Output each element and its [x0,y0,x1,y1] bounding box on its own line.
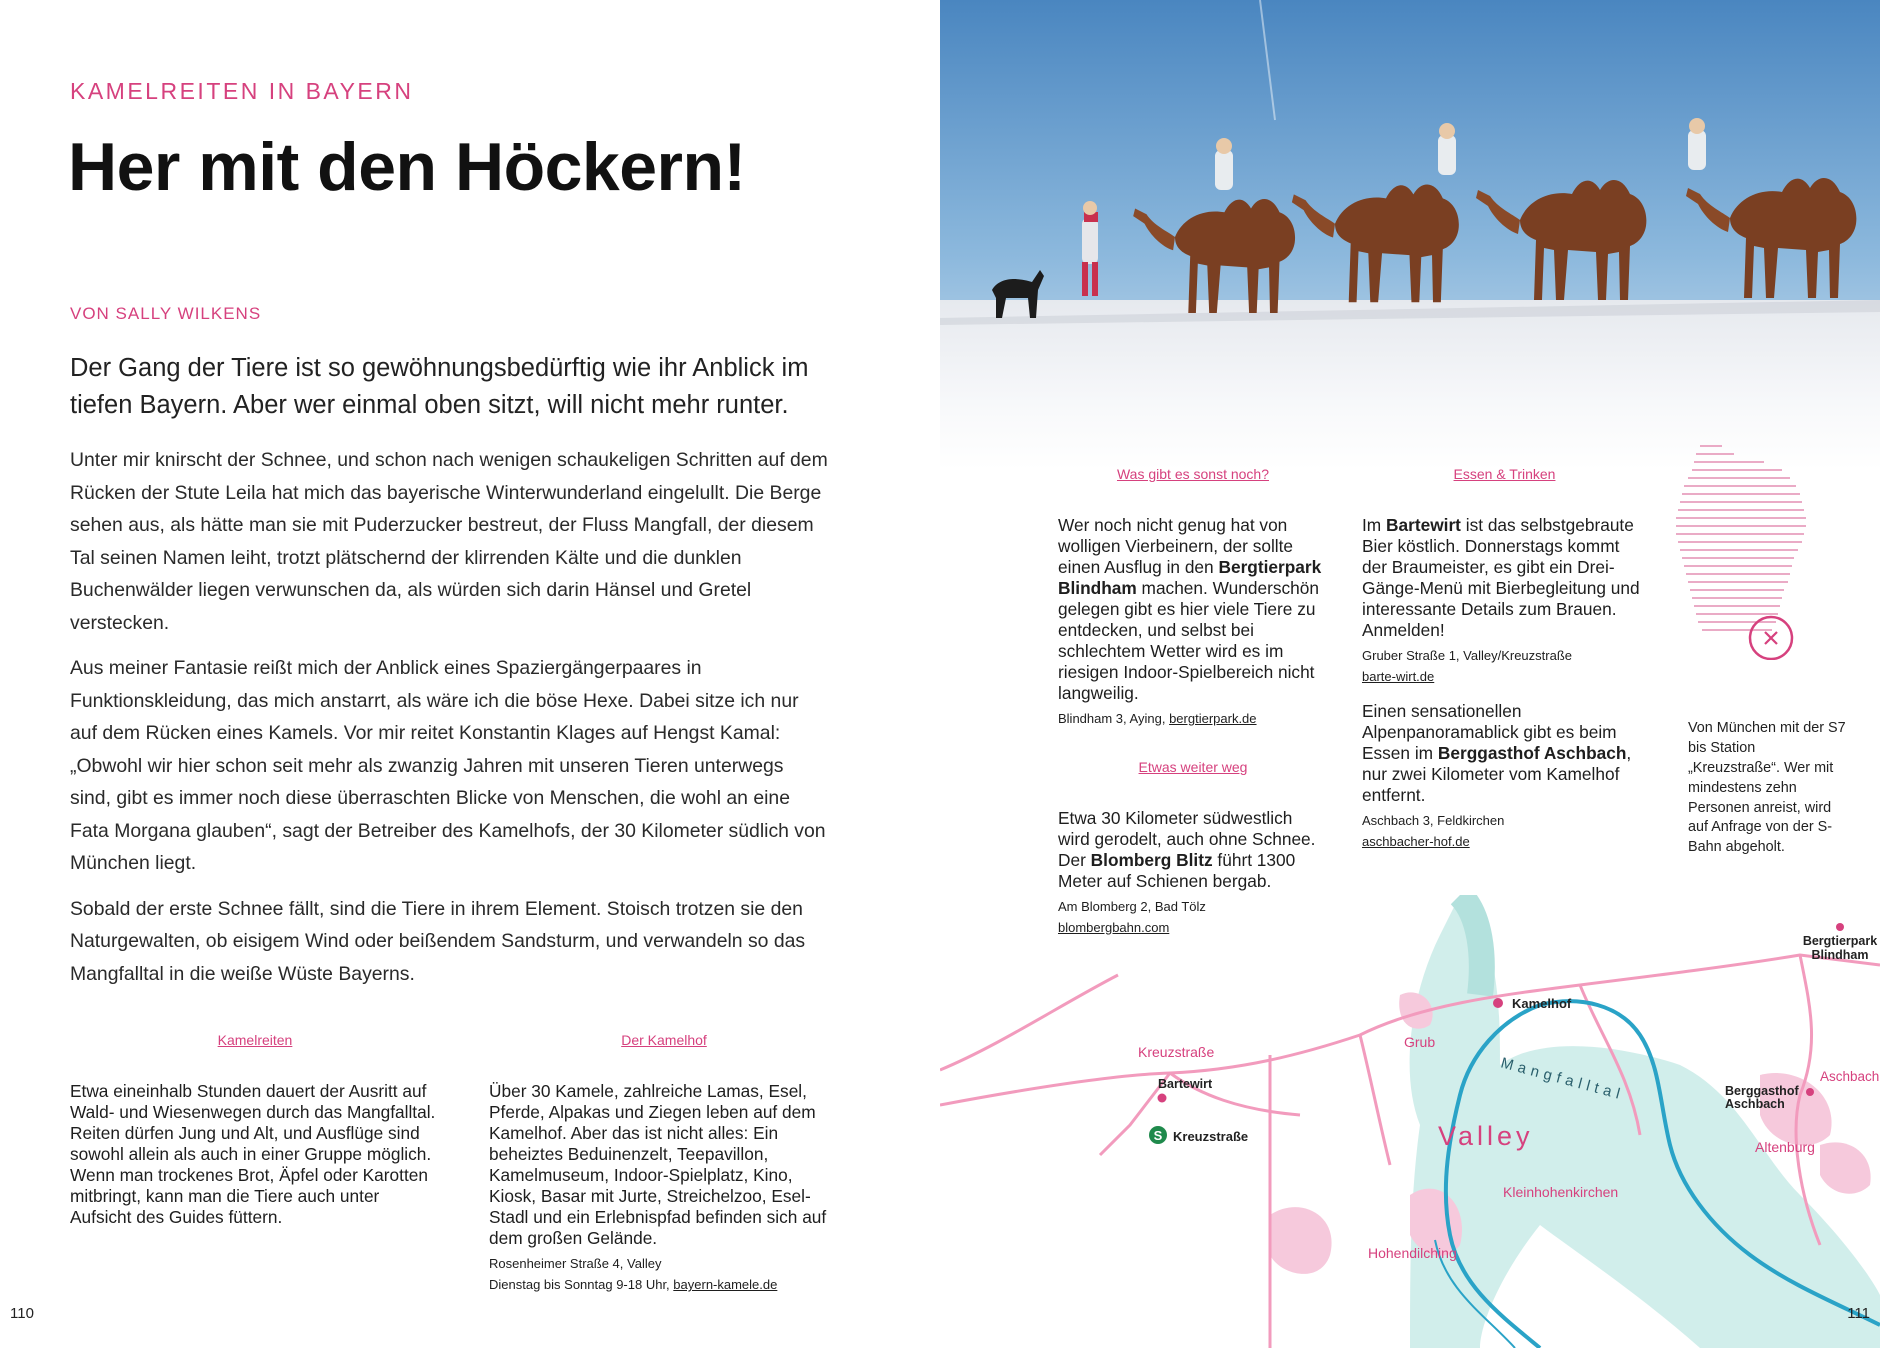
map-label: Berggasthof [1725,1084,1799,1098]
kamelhof-hours-line [489,1274,839,1295]
map-label: Valley [1438,1121,1534,1151]
info-box-heading: Was gibt es sonst noch? [1116,466,1269,482]
text-run: Im [1362,515,1382,535]
map-label: Bergtierpark [1802,934,1878,948]
info-box-heading: Etwas weiter weg [1138,759,1248,775]
text-run: ist das selbstgebraute Bier köstlich. Donnerstags kommt der Braumeister, es gibt ein Drei-Gänge-Menü mit Bierbegleitung und interessante Details zum Brauen. Anmelden! [1362,515,1640,640]
venue-address: Am Blomberg 2, Bad Tölz [1058,899,1206,914]
venue-link[interactable]: blombergbahn.com [1058,920,1170,935]
venue-address: Gruber Straße 1, Valley/Kreuzstraße [1362,648,1573,663]
article-title: Her mit den Höckern! [68,129,746,205]
map-label: Blindham [1811,948,1869,962]
text-run: , nur zwei Kilometer vom Kamelhof entfernt. [1362,743,1632,805]
article-body [70,444,828,1003]
info-box-text [1362,701,1647,806]
germany-locator-map [1672,440,1832,660]
venue-name: Berggasthof Aschbach [1437,743,1627,763]
article-author: VON SALLY WILKENS [70,304,262,323]
info-box-text [1058,515,1328,704]
map-label: Altenburg [1755,1139,1815,1155]
map-label: Kreuzstraße [1173,1129,1249,1144]
map-label: Aschbach [1820,1069,1880,1084]
map-label: Kreuzstraße [1138,1044,1215,1060]
map-label: Hohendilching [1368,1245,1457,1261]
venue-link[interactable]: aschbacher-hof.de [1362,834,1470,849]
text-run: führt 1300 Meter auf Schienen bergab. [1058,850,1296,891]
venue-address-line [1058,708,1328,729]
bergtierpark-pin-icon [1836,923,1844,931]
article-kicker: KAMELREITEN IN BAYERN [70,78,414,104]
info-box-heading: Der Kamelhof [621,1032,707,1048]
info-box-text [1058,808,1328,892]
kamelhof-hours: Dienstag bis Sonntag 9-18 Uhr, [489,1277,670,1292]
map-label: Grub [1404,1034,1436,1050]
body-paragraph: Unter mir knirscht der Schnee, und schon nach wenigen schaukeligen Schritten auf dem Rücken der Stute Leila hat mich das bayerische Winterwunderland eingelullt. Die Berge sehen aus, als hätte man sie mit Puderzucker bestreut, der Fluss Mangfall, der diesem Tal seinen Namen leiht, trotzt plätschernd der klirrenden Kälte und die dunklen Buchenwälder liegen verwunschen da, als würden sich darin Hänsel und Gretel verstecken. [70,449,828,634]
info-box-text: Über 30 Kamele, zahlreiche Lamas, Esel, Pferde, Alpakas und Ziegen leben auf dem Kamelhof. Aber das ist nicht alles: Ein beheiztes Beduinenzelt, Teepavillon, Kamelmuseum, Indoor-Spielplatz, Kino, Kiosk, Basar mit Jurte, Streichelzoo, Esel-Stadl und ein Erlebnispfad befinden sich auf dem großen Gelände. [489,1081,827,1248]
venue-name: Blomberg Blitz [1090,850,1213,870]
info-box-heading: Kamelreiten [217,1032,293,1048]
map-label: Kamelhof [1512,996,1572,1011]
kamelhof-address: Rosenheimer Straße 4, Valley [489,1256,662,1271]
berggasthof-pin-icon [1806,1088,1814,1096]
venue-address: Blindham 3, Aying, [1058,711,1166,726]
map-label: Kleinhohenkirchen [1503,1184,1619,1200]
travel-note: Von München mit der S7 bis Station „Kreuzstraße“. Wer mit mindestens zehn Personen anreist, wird auf Anfrage von der S-Bahn abgeholt. [1688,720,1846,856]
info-box-text: Etwa eineinhalb Stunden dauert der Ausritt auf Wald- und Wiesenwegen durch das Mangfalltal. Reiten dürfen Jung und Alt, und Ausflüge sind sowohl allein als auch in einer Gruppe möglich. Wenn man trockenes Brot, Äpfel oder Karotten mitbringt, kann man die Tiere auch unter Aufsicht des Guides füttern. [70,1081,436,1227]
body-paragraph: Sobald der erste Schnee fällt, sind die Tiere in ihrem Element. Stoisch trotzen sie den Naturgewalten, ob eisigem Wind oder beißendem Sandsturm, und verwandeln so das Mangfalltal in die weiße Wüste Bayerns. [70,897,806,985]
map-label: Bartewirt [1158,1077,1213,1091]
venue-name: Bergtierpark Blindham [1058,557,1322,598]
mangfalltal-map [940,895,1880,1348]
info-box-text [1362,515,1647,641]
kamelhof-link[interactable]: bayern-kamele.de [673,1277,778,1292]
body-paragraph: Aus meiner Fantasie reißt mich der Anblick eines Spaziergängerpaares in Funktionskleidung, das mich anstarrt, als wäre ich die böse Hexe. Dabei sitze ich nur auf dem Rücken eines Kamels. Vor mir reitet Konstantin Klages auf Hengst Kamal: „Obwohl wir hier schon seit mehr als zwanzig Jahren mit unseren Tieren unterwegs sind, gibt es immer noch diese überraschten Blicke von Menschen, die wohl an eine Fata Morgana glauben“, sagt der Betreiber des Kamelhofs, der 30 Kilometer südlich von München liegt. [70,657,826,874]
venue-link[interactable]: barte-wirt.de [1362,669,1435,684]
text-run: Etwa 30 Kilometer südwestlich wird gerodelt, auch ohne Schnee. Der [1058,808,1316,870]
map-label: Aschbach [1725,1097,1785,1111]
text-run: machen. Wunderschön gelegen gibt es hier viele Tiere zu entdecken, und selbst bei schlechtem Wetter wird es im riesigen Indoor-Spielbereich nicht langweilig. [1058,578,1319,703]
info-box-heading: Essen & Trinken [1453,466,1556,482]
bartewirt-pin-icon [1158,1094,1167,1103]
article-lead: Der Gang der Tiere ist so gewöhnungsbedürftig wie ihr Anblick im tiefen Bayern. Aber wer einmal oben sitzt, will nicht mehr runter. [70,354,809,419]
info-box-essen [1362,464,1647,852]
page-number-left: 110 [10,1305,34,1322]
s-bahn-glyph: S [1153,1128,1163,1143]
page-number-right: 111 [1847,1305,1870,1322]
kamelhof-pin-icon [1493,998,1503,1008]
camel-caravan-illustration [940,0,1880,470]
venue-address: Aschbach 3, Feldkirchen [1362,813,1505,828]
right-page [940,0,1880,1348]
venue-link[interactable]: bergtierpark.de [1169,711,1257,726]
info-box-kamelhof [489,1030,839,1295]
map-label: Mangfalltal [1498,1054,1627,1104]
text-run: Einen sensationellen Alpenpanoramablick gibt es beim Essen im [1362,701,1617,763]
info-box-sonst [1058,464,1328,729]
venue-name: Bartewirt [1386,515,1461,535]
text-run: Wer noch nicht genug hat von wolligen Vierbeinern, der sollte einen Ausflug in den [1058,515,1294,577]
camel-caravan-photo [940,0,1880,470]
info-box-kamelreiten [70,1030,440,1228]
